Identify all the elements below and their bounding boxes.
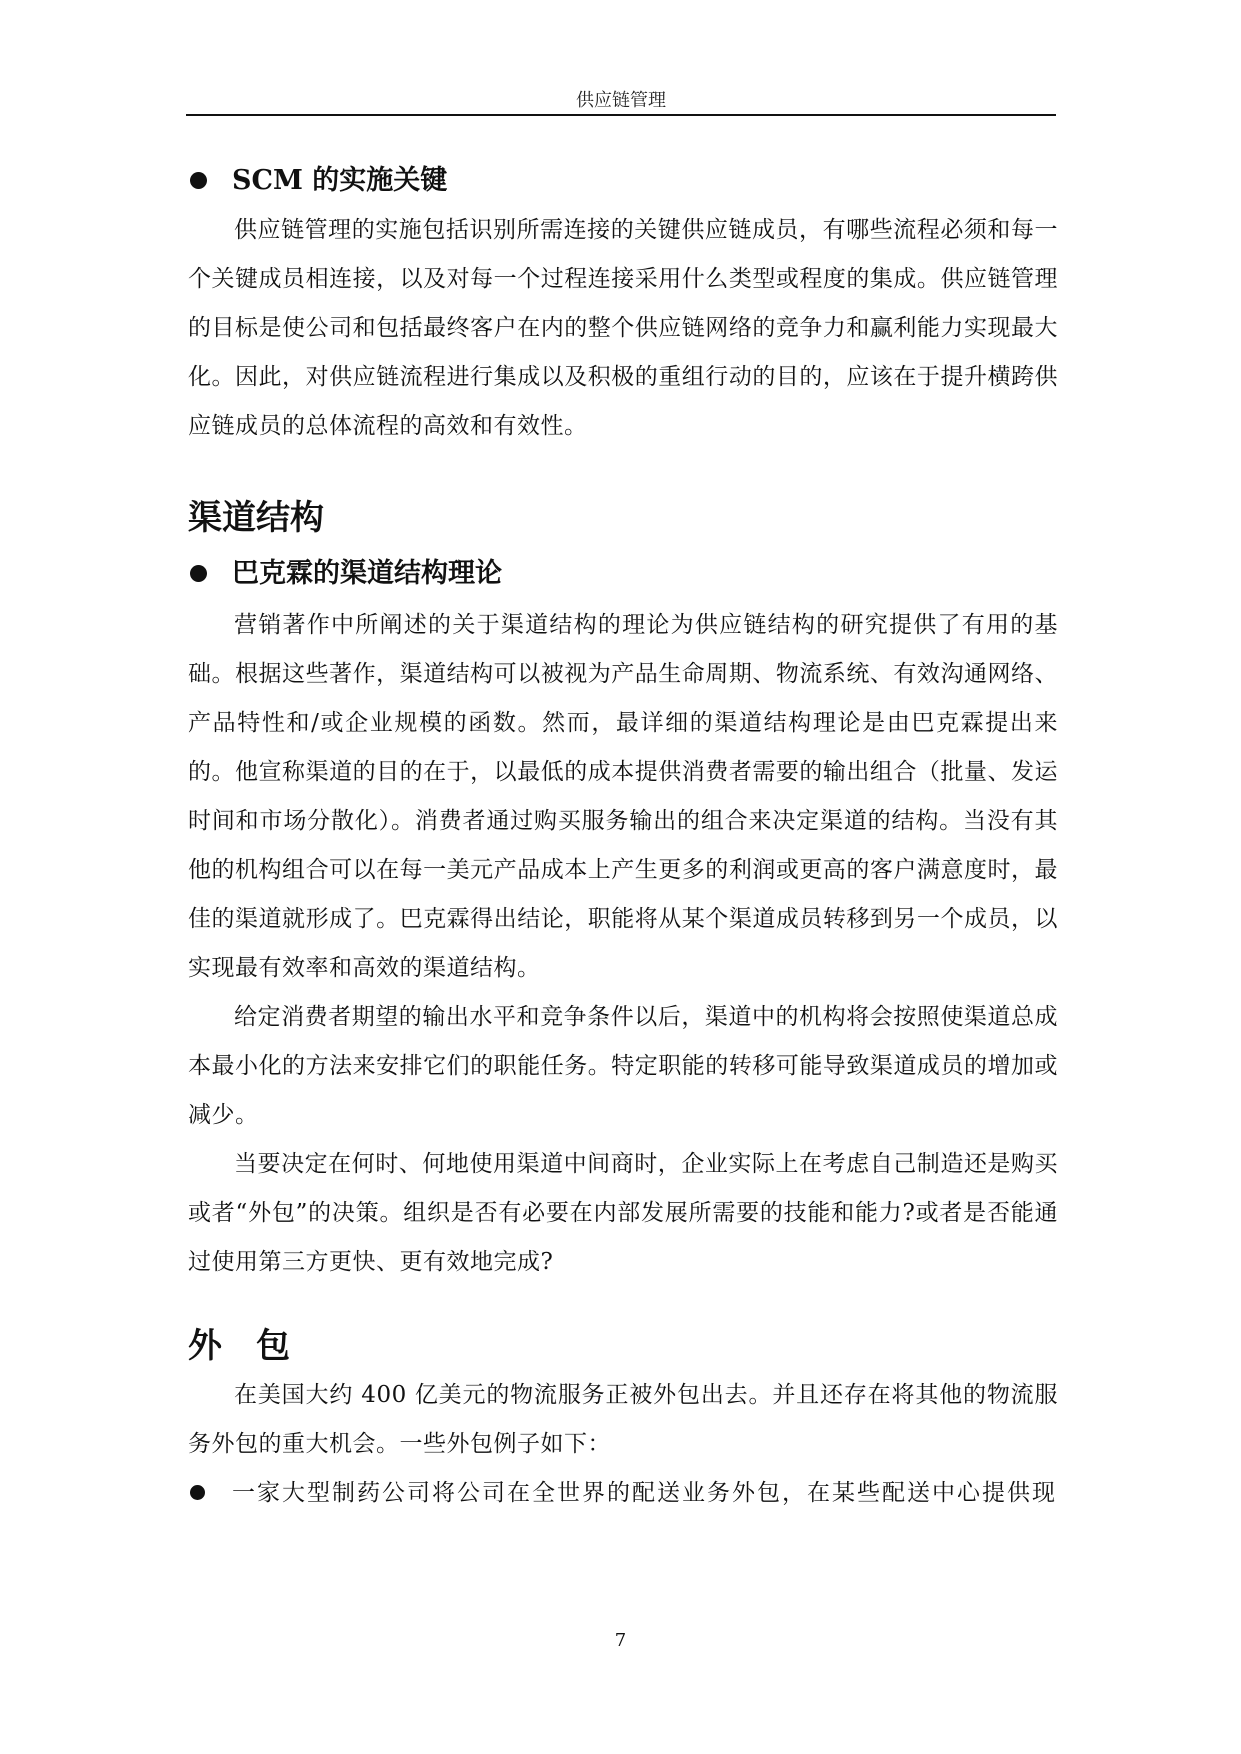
header-rule bbox=[186, 114, 1056, 116]
outsourcing-heading: 外 包 bbox=[188, 1326, 290, 1366]
channel-paragraph-2: 给定消费者期望的输出水平和竞争条件以后，渠道中的机构将会按照使渠道总成本最小化的方法来安排它们的职能任务。特定职能的转移可能导致渠道成员的增加或减少。 bbox=[188, 1004, 1058, 1128]
outsourcing-bullet-item bbox=[188, 1469, 1058, 1518]
page-content bbox=[188, 160, 1058, 1518]
bullet-icon bbox=[190, 1485, 205, 1500]
scm-key-paragraph: 供应链管理的实施包括识别所需连接的关键供应链成员，有哪些流程必须和每一个关键成员相连接，以及对每一个过程连接采用什么类型或程度的集成。供应链管理的目标是使公司和包括最终客户在内的整个供应链网络的竞争力和赢利能力实现最大化。因此，对供应链流程进行集成以及积极的重组行动的目的，应该在于提升横跨供应链成员的总体流程的高效和有效性。 bbox=[188, 217, 1058, 439]
scm-key-heading-text: SCM 的实施关键 bbox=[232, 165, 448, 196]
outsourcing-paragraph: 在美国大约 400 亿美元的物流服务正被外包出去。并且还存在将其他的物流服务外包的重大机会。一些外包例子如下： bbox=[188, 1382, 1058, 1457]
channel-structure-heading: 渠道结构 bbox=[188, 498, 324, 538]
channel-paragraph-1: 营销著作中所阐述的关于渠道结构的理论为供应链结构的研究提供了有用的基础。根据这些著作，渠道结构可以被视为产品生命周期、物流系统、有效沟通网络、产品特性和/或企业规模的函数。然而，最详细的渠道结构理论是由巴克霖提出来的。他宣称渠道的目的在于，以最低的成本提供消费者需要的输出组合（批量、发运时间和市场分散化）。消费者通过购买服务输出的组合来决定渠道的结构。当没有其他的机构组合可以在每一美元产品成本上产生更多的利润或更高的客户满意度时，最佳的渠道就形成了。巴克霖得出结论，职能将从某个渠道成员转移到另一个成员，以实现最有效率和高效的渠道结构。 bbox=[188, 612, 1058, 981]
bucklin-theory-heading bbox=[188, 553, 1058, 595]
scm-key-heading bbox=[188, 160, 1058, 202]
bullet-icon bbox=[190, 172, 207, 189]
outsourcing-bullet-text: 一家大型制药公司将公司在全世界的配送业务外包，在某些配送中心提供现 bbox=[232, 1480, 1057, 1506]
channel-paragraph-3: 当要决定在何时、何地使用渠道中间商时，企业实际上在考虑自己制造还是购买或者“外包”的决策。组织是否有必要在内部发展所需要的技能和能力?或者是否能通过使用第三方更快、更有效地完成? bbox=[188, 1151, 1058, 1275]
bullet-icon bbox=[190, 565, 207, 582]
page-number: 7 bbox=[614, 1630, 627, 1651]
bucklin-theory-heading-text: 巴克霖的渠道结构理论 bbox=[232, 558, 502, 589]
running-header: 供应链管理 bbox=[576, 90, 666, 111]
